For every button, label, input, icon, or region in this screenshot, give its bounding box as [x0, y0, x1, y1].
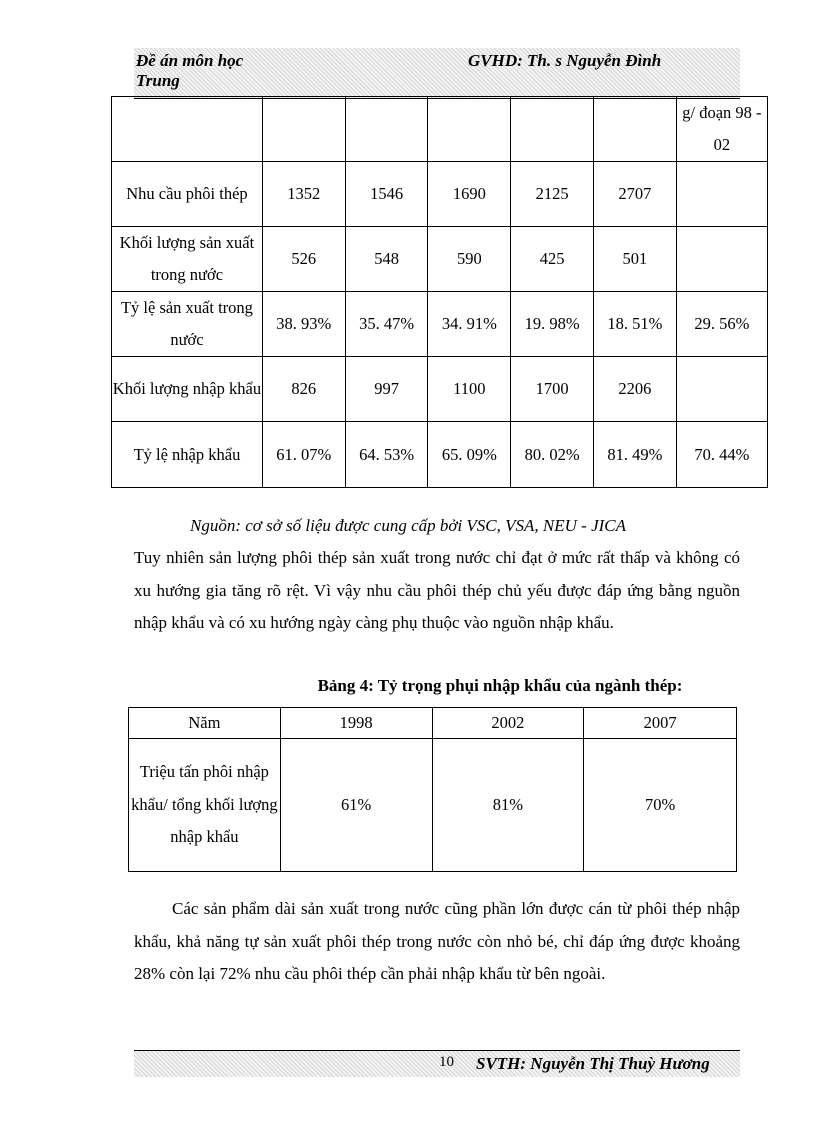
table-row [129, 739, 737, 872]
page-footer [134, 1050, 740, 1077]
table-cell: 1100 [428, 357, 511, 422]
table-cell: 38. 93% [262, 292, 345, 357]
table-cell: 81. 49% [594, 422, 677, 488]
table-cell [676, 162, 767, 227]
header-supervisor: GVHD: Th. s Nguyễn Đình [468, 51, 662, 70]
table-cell: 1352 [262, 162, 345, 227]
table-cell: 34. 91% [428, 292, 511, 357]
table-cell: 548 [345, 227, 428, 292]
column-header: 2002 [432, 708, 584, 739]
steel-billet-table [111, 96, 768, 488]
column-header: Năm [129, 708, 281, 739]
column-header: 1998 [280, 708, 432, 739]
table-cell [676, 227, 767, 292]
table-cell: 2125 [511, 162, 594, 227]
table-cell: 997 [345, 357, 428, 422]
table-cell [345, 97, 428, 162]
page-number: 10 [439, 1054, 454, 1070]
import-share-table [128, 707, 737, 872]
row-label: Khối lượng nhập khẩu [112, 357, 263, 422]
table-cell [594, 97, 677, 162]
table-row [112, 162, 768, 227]
row-label: Khối lượng sản xuất trong nước [112, 227, 263, 292]
table-cell: 425 [511, 227, 594, 292]
table-row [112, 292, 768, 357]
period-header-cell: g/ đoạn 98 - 02 [676, 97, 767, 162]
body-paragraph [134, 893, 740, 991]
page-header [134, 48, 740, 99]
table-cell: 1700 [511, 357, 594, 422]
table-cell [511, 97, 594, 162]
table-cell: 1546 [345, 162, 428, 227]
body-paragraph: Tuy nhiên sản lượng phôi thép sản xuất trong nước chỉ đạt ở mức rất thấp và không có xu hướng gia tăng rõ rệt. Vì vậy nhu cầu phôi thép chủ yếu được đáp ứng bằng nguồn nhập khẩu và có xu hướng ngày càng phụ thuộc vào nguồn nhập khẩu. [134, 548, 740, 632]
table-cell: 65. 09% [428, 422, 511, 488]
table-cell: 61% [280, 739, 432, 872]
table-cell: 61. 07% [262, 422, 345, 488]
table-cell: 590 [428, 227, 511, 292]
table-title: Bảng 4: Tỷ trọng phụi nhập khẩu của ngành thép: [317, 676, 683, 695]
column-header: 2007 [584, 708, 737, 739]
table-cell: 1690 [428, 162, 511, 227]
row-label: Tỷ lệ nhập khẩu [112, 422, 263, 488]
table-cell: 70. 44% [676, 422, 767, 488]
table-cell: 501 [594, 227, 677, 292]
table-cell: 81% [432, 739, 584, 872]
row-label: Nhu cầu phôi thép [112, 162, 263, 227]
table-cell [676, 357, 767, 422]
table-row [112, 422, 768, 488]
table-cell: 2707 [594, 162, 677, 227]
table-cell: 29. 56% [676, 292, 767, 357]
table-cell: 70% [584, 739, 737, 872]
header-course-title: Đề án môn học Trung [136, 51, 244, 90]
table-cell: 19. 98% [511, 292, 594, 357]
table-cell: 35. 47% [345, 292, 428, 357]
table-cell [428, 97, 511, 162]
table-cell [262, 97, 345, 162]
table-cell: 64. 53% [345, 422, 428, 488]
row-label: Tỷ lệ sản xuất trong nước [112, 292, 263, 357]
table-cell: 80. 02% [511, 422, 594, 488]
table-row [112, 97, 768, 162]
table-cell: 18. 51% [594, 292, 677, 357]
table-cell: 826 [262, 357, 345, 422]
footer-student: SVTH: Nguyễn Thị Thuỳ Hương [476, 1054, 710, 1073]
row-label [112, 97, 263, 162]
table-cell: 526 [262, 227, 345, 292]
table-row [112, 357, 768, 422]
table-row [112, 227, 768, 292]
table-cell: 2206 [594, 357, 677, 422]
data-source-note: Nguồn: cơ sở số liệu được cung cấp bởi VSC, VSA, NEU - JICA [189, 516, 627, 535]
body-paragraph-text: Các sản phẩm dài sản xuất trong nước cũng phần lớn được cán từ phôi thép nhập khẩu, khả năng tự sản xuất phôi thép trong nước còn nhỏ bé, chỉ đáp ứng được khoảng 28% còn lại 72% nhu cầu phôi thép cần phải nhập khẩu từ bên ngoài. [134, 899, 740, 983]
table-header-row [129, 708, 737, 739]
row-label: Triệu tấn phôi nhập khẩu/ tổng khối lượng nhập khẩu [129, 739, 281, 872]
